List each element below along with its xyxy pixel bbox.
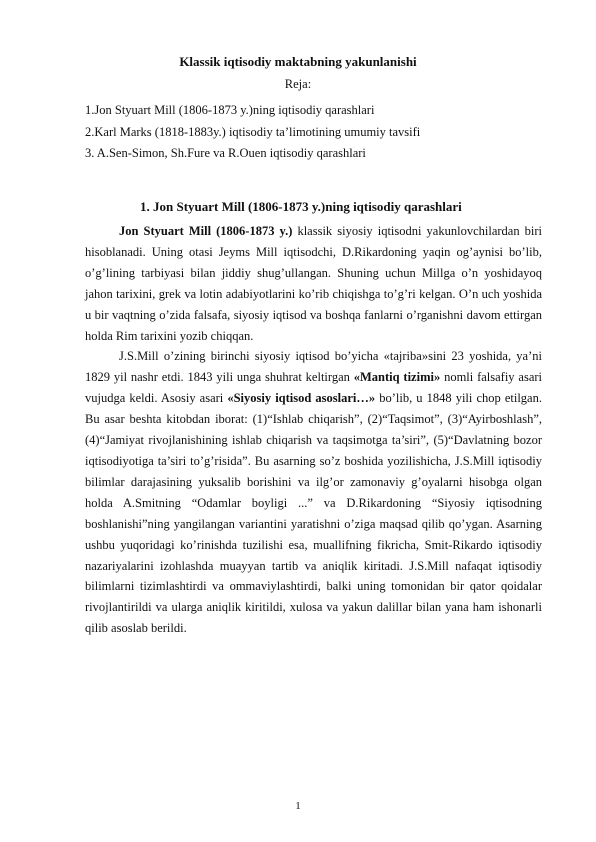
plan-list bbox=[85, 100, 420, 165]
section-title: Jon Styuart Mill (1806-1873 y.)ning iqtisodiy qarashlari bbox=[153, 199, 462, 214]
paragraph-2-text-e: bo’lib, u 1848 yili chop etilgan. Bu asar beshta kitobdan iborat: (1)“Ishlab chiqarish”, (2)“Taqsimot”, (3)“Ayirboshlash”, (4)“Jamiyat rivojlanishining ishlab chiqarish va taqsimotga ta’siri”, (5)“Davlatning bozor iqtisodiyotiga ta’siri to’g’risida”. Bu asarning so’z boshida yozilishicha, J.S.Mill iqtisodiy bilimlar darajasining yuksalib borishini va ilg’or zamonaviy g’oyalarni hisobga olgan holda A.Smitning “Odamlar boyligi ...” va D.Rikardoning “Siyosiy iqtisodning boshlanishi”ning yangilangan variantini yaratishni o’ziga maqsad qilib qo’ygan. Asarning ushbu yuqoridagi ko’rinishda tuzilishi esa, muallifning fikricha, Smit-Rikardo iqtisodiy nazariyalarini izohlashda muayyan tartib va aniqlik kiritadi. J.S.Mill nafaqat iqtisodiy bilimlarni tizimlashtirdi va ommaviylashtirdi, balki uning tomonidan bir qator qoidalar rivojlantirildi va ularga aniqlik kiritildi, xulosa va yakun dalillar bilan yana ham ishonarli qilib asoslab berildi. bbox=[85, 391, 542, 636]
plan-item-2: 2.Karl Marks (1818-1883y.) iqtisodiy ta’limotining umumiy tavsifi bbox=[85, 124, 421, 139]
paragraph-1 bbox=[85, 221, 542, 346]
plan-item-3: 3. A.Sen-Simon, Sh.Fure va R.Ouen iqtisodiy qarashlari bbox=[85, 146, 366, 160]
paragraph-2-text-c: nomli falsafiy asari vujudga keldi. Asosiy asari bbox=[85, 370, 543, 406]
work-title-asoslari: «Siyosiy iqtisod asoslari…» bbox=[227, 391, 376, 406]
body-text bbox=[85, 221, 542, 639]
plan-label: Reja: bbox=[284, 77, 312, 91]
document-title: Klassik iqtisodiy maktabning yakunlanishi bbox=[179, 54, 417, 69]
paragraph-1-bold-lead: Jon Styuart Mill (1806-1873 y.) bbox=[119, 224, 293, 238]
paragraph-1-text: klassik siyosiy iqtisodni yakunlovchilardan biri hisoblanadi. Uning otasi Jeyms Mill iqtisodchi, D.Rikardoning yaqin og’aynisi bo’lib, o’g’lining tarbiyasi bilan jiddiy shug’ullangan. Shuning uchun Millga o’n yoshidayoq jahon tarixini, grek va lotin adabiyotlarini ko’rib chiqishga to’g’ri kelgan. O’n uch yoshida u bir vaqtning o’zida falsafa, siyosiy iqtisod va boshqa fanlarni o’rganishni davom ettirgan holda Rim tarixini yozib chiqqan. bbox=[85, 224, 542, 343]
plan-item-1: 1.Jon Styuart Mill (1806-1873 y.)ning iqtisodiy qarashlari bbox=[85, 103, 375, 117]
page-number: 1 bbox=[295, 800, 301, 812]
paragraph-2 bbox=[85, 346, 542, 639]
work-title-mantiq: «Mantiq tizimi» bbox=[353, 370, 441, 385]
section-number: 1. bbox=[140, 199, 150, 214]
section-heading bbox=[140, 199, 462, 215]
paragraph-2-text-a: J.S.Mill o’zining birinchi siyosiy iqtisod bo’yicha «tajriba»sini 23 yoshida, ya’ni 1829 yil nashr etdi. 1843 yili unga shuhrat keltirgan bbox=[85, 349, 542, 385]
